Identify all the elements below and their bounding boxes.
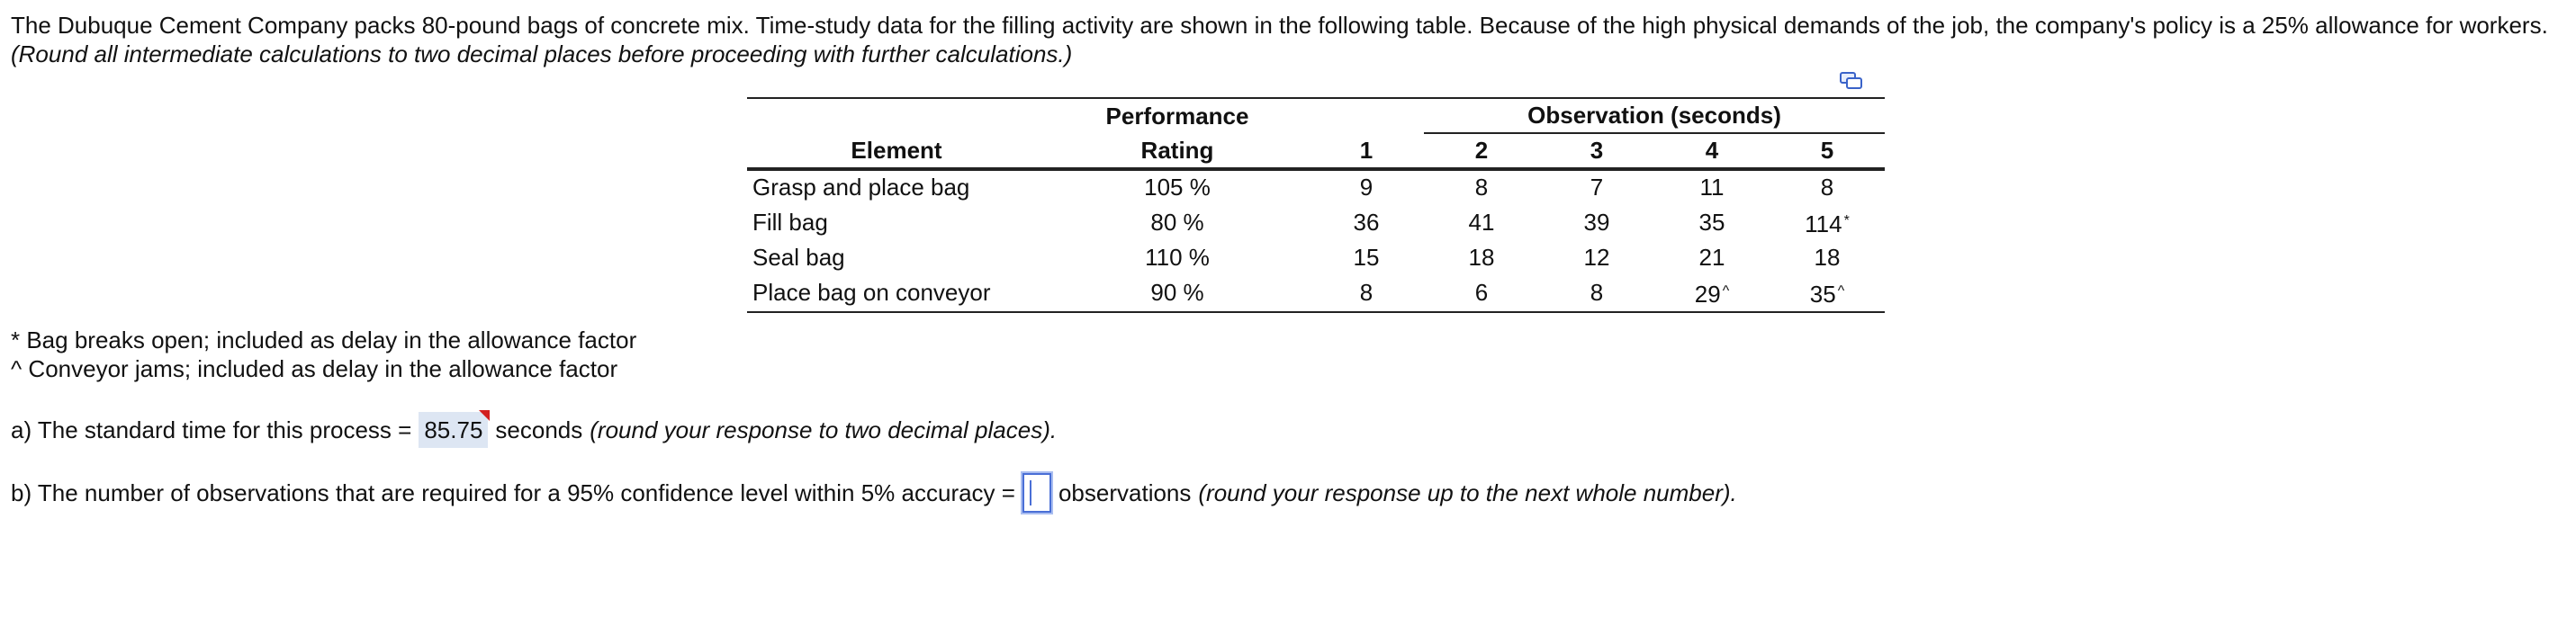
question-a-hint: (round your response to two decimal places). (590, 416, 1058, 443)
obs-value: 18 (1814, 244, 1841, 271)
footnote-bag-breaks: * Bag breaks open; included as delay in the allowance factor (11, 326, 637, 353)
header-rating: Rating (1046, 133, 1309, 169)
standard-time-value: 85.75 (424, 416, 483, 443)
obs-value: 9 (1359, 174, 1374, 201)
footnote-mark: ^ (1837, 283, 1845, 299)
row-element: Place bag on conveyor (747, 274, 1046, 312)
footnote-mark: ^ (1722, 283, 1730, 299)
obs-value: 7 (1590, 174, 1604, 201)
standard-time-answer[interactable] (419, 412, 488, 448)
row-obs-cell (1770, 204, 1885, 241)
row-obs-cell (1424, 241, 1539, 274)
table-corner (747, 98, 1046, 133)
obs-value: 8 (1590, 279, 1604, 306)
copy-table-icon[interactable] (1840, 72, 1863, 90)
header-obs-3: 3 (1539, 133, 1654, 169)
header-obs-1: 1 (1309, 133, 1424, 169)
row-obs-cell (1654, 274, 1770, 312)
obs-value: 21 (1698, 244, 1725, 271)
row-rating: 110 % (1145, 244, 1210, 271)
table-row (747, 274, 1885, 312)
row-rating: 80 % (1150, 209, 1204, 236)
obs-value: 35 (1809, 281, 1836, 308)
observations-input[interactable] (1022, 473, 1051, 513)
problem-statement (11, 11, 2548, 68)
row-obs-cell (1424, 169, 1539, 204)
time-study-table (747, 97, 1885, 313)
row-obs-cell (1424, 274, 1539, 312)
row-obs-cell (1654, 204, 1770, 241)
obs-value: 39 (1583, 209, 1610, 236)
row-obs-cell (1309, 274, 1424, 312)
obs-value: 6 (1474, 279, 1489, 306)
question-a (11, 412, 1057, 448)
obs-value: 8 (1820, 174, 1834, 201)
obs-value: 35 (1698, 209, 1725, 236)
footnote-mark: * (1843, 213, 1850, 228)
question-b-prefix: b) The number of observations that are required for a 95% confidence level within 5% accuracy = (11, 479, 1015, 506)
problem-intro-text: The Dubuque Cement Company packs 80-pound bags of concrete mix. Time-study data for the filling activity are shown in the following table. Because of the high physical demands of the job, the company's policy is a 25% allowance for workers. (11, 12, 2548, 39)
obs-value: 41 (1468, 209, 1495, 236)
row-obs-cell (1654, 169, 1770, 204)
rounding-instruction: (Round all intermediate calculations to two decimal places before proceeding with further calculations.) (11, 40, 1073, 67)
header-obs-4: 4 (1654, 133, 1770, 169)
row-obs-cell (1309, 204, 1424, 241)
obs-value: 15 (1353, 244, 1380, 271)
row-obs-cell (1309, 241, 1424, 274)
obs-value: 36 (1353, 209, 1380, 236)
obs-value: 11 (1699, 174, 1725, 201)
question-a-prefix: a) The standard time for this process = (11, 416, 412, 443)
obs-value: 18 (1468, 244, 1495, 271)
obs-value: 12 (1583, 244, 1610, 271)
row-obs-cell (1424, 204, 1539, 241)
question-b-hint: (round your response up to the next whole number). (1198, 479, 1737, 506)
row-element: Seal bag (752, 244, 845, 271)
obs-value: 8 (1359, 279, 1374, 306)
row-rating: 105 % (1144, 174, 1211, 201)
obs-value: 114 (1805, 210, 1842, 237)
header-element: Element (747, 133, 1046, 169)
row-rating: 90 % (1046, 274, 1309, 312)
obs-value: 8 (1474, 174, 1489, 201)
table-row (747, 204, 1885, 241)
table-row (747, 169, 1885, 204)
table-row (747, 241, 1885, 274)
footnotes (11, 326, 636, 383)
text-cursor (1030, 480, 1031, 505)
row-obs-cell (1539, 274, 1654, 312)
header-observation-group: Observation (seconds) (1424, 98, 1885, 133)
header-spacer (1309, 98, 1424, 133)
header-obs-2: 2 (1424, 133, 1539, 169)
row-obs-cell (1770, 274, 1885, 312)
question-a-unit: seconds (495, 416, 583, 443)
row-obs-cell (1654, 241, 1770, 274)
row-element: Fill bag (752, 209, 828, 236)
footnote-conveyor-jams: ^ Conveyor jams; included as delay in the allowance factor (11, 355, 618, 382)
header-obs-5: 5 (1770, 133, 1885, 169)
incorrect-flag-icon (479, 410, 490, 421)
obs-value: 29 (1694, 281, 1721, 308)
row-obs-cell (1770, 241, 1885, 274)
question-b (11, 473, 1737, 513)
row-obs-cell (1539, 204, 1654, 241)
question-b-unit: observations (1058, 479, 1192, 506)
row-element: Grasp and place bag (752, 174, 970, 201)
row-obs-cell (1539, 241, 1654, 274)
row-obs-cell (1309, 169, 1424, 204)
row-obs-cell (1770, 169, 1885, 204)
header-performance-line1: Performance (1046, 98, 1309, 133)
row-obs-cell (1539, 169, 1654, 204)
